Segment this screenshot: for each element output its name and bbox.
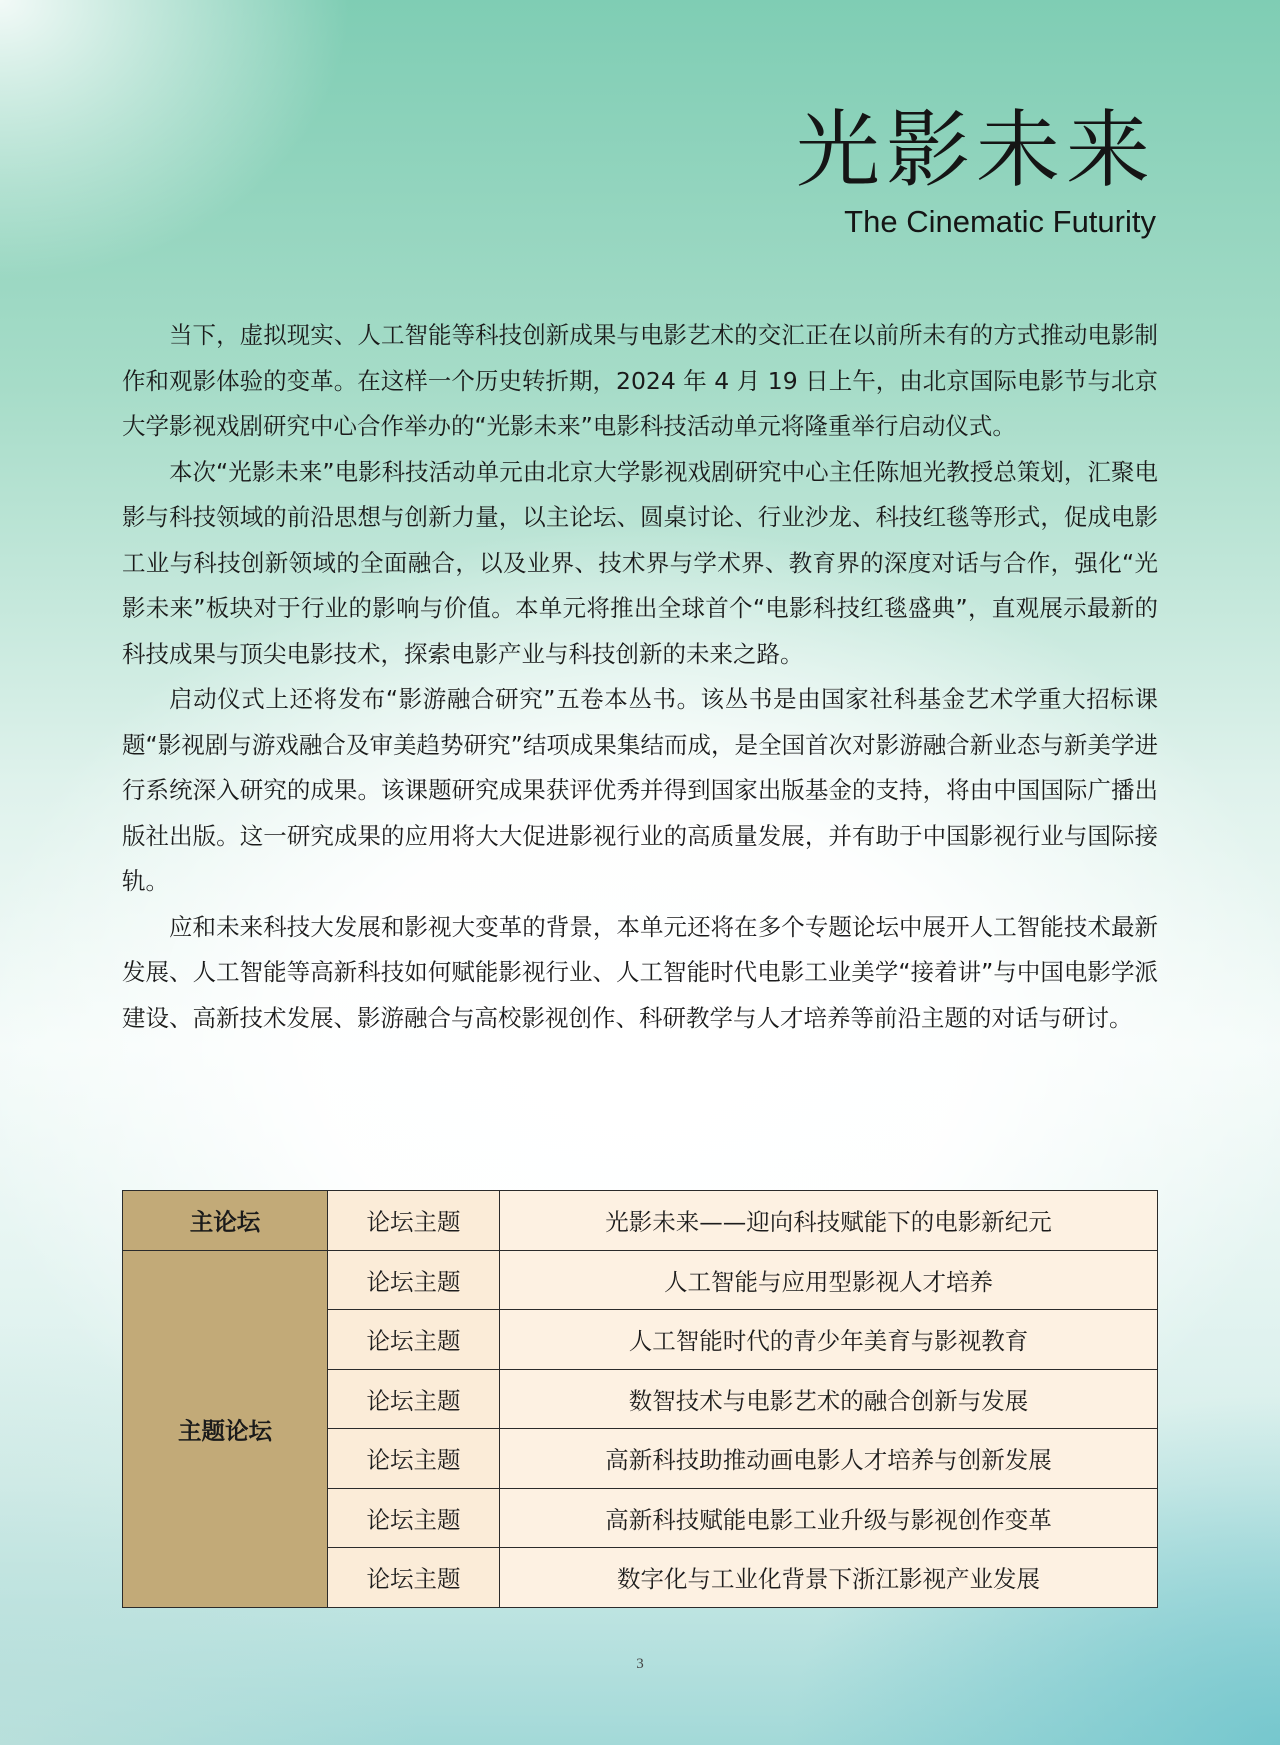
forum-topic-cell: 高新科技助推动画电影人才培养与创新发展 — [500, 1429, 1158, 1489]
paragraph-intro: 当下，虚拟现实、人工智能等科技创新成果与电影艺术的交汇正在以前所未有的方式推动电影制作和观影体验的变革。在这样一个历史转折期，2024 年 4 月 19 日上午，由北京国际电影节与北京大学影视戏剧研究中心合作举办的“光影未来”电影科技活动单元将隆重举行启动仪式。 — [122, 321, 1158, 440]
forum-topic-cell: 人工智能时代的青少年美育与影视教育 — [500, 1310, 1158, 1370]
forum-topic-label-cell: 论坛主题 — [328, 1310, 500, 1370]
forum-topic-cell: 高新科技赋能电影工业升级与影视创作变革 — [500, 1488, 1158, 1548]
page-title: 光影未来 — [795, 101, 1156, 199]
forum-topic-cell: 数字化与工业化背景下浙江影视产业发展 — [500, 1548, 1158, 1608]
forum-schedule-table — [122, 1190, 1158, 1608]
forum-topic-cell: 光影未来——迎向科技赋能下的电影新纪元 — [500, 1191, 1158, 1251]
forum-topic-cell: 人工智能与应用型影视人才培养 — [500, 1250, 1158, 1310]
forum-topic-cell: 数智技术与电影艺术的融合创新与发展 — [500, 1369, 1158, 1429]
forum-topic-label-cell: 论坛主题 — [328, 1250, 500, 1310]
forum-topic-label-cell: 论坛主题 — [328, 1488, 500, 1548]
forum-topic-label-cell: 论坛主题 — [328, 1369, 500, 1429]
table-row — [123, 1191, 1158, 1251]
theme-forum-category-cell: 主题论坛 — [123, 1250, 328, 1607]
paragraph-forums: 应和未来科技大发展和影视大变革的背景，本单元还将在多个专题论坛中展开人工智能技术最新发展、人工智能等高新科技如何赋能影视行业、人工智能时代电影工业美学“接着讲”与中国电影学派建设、高新技术发展、影游融合与高校影视创作、科研教学与人才培养等前沿主题的对话与研讨。 — [122, 912, 1158, 1032]
page-number: 3 — [636, 1656, 644, 1672]
forum-topic-label-cell: 论坛主题 — [328, 1429, 500, 1489]
forum-topic-label-cell: 论坛主题 — [328, 1191, 500, 1251]
paragraph-organization: 本次“光影未来”电影科技活动单元由北京大学影视戏剧研究中心主任陈旭光教授总策划，汇聚电影与科技领域的前沿思想与创新力量，以主论坛、圆桌讨论、行业沙龙、科技红毯等形式，促成电影工业与科技创新领域的全面融合，以及业界、技术界与学术界、教育界的深度对话与合作，强化“光影未来”板块对于行业的影响与价值。本单元将推出全球首个“电影科技红毯盛典”，直观展示最新的科技成果与顶尖电影技术，探索电影产业与科技创新的未来之路。 — [122, 457, 1158, 668]
article-body — [122, 313, 1158, 1041]
paragraph-book-release: 启动仪式上还将发布“影游融合研究”五卷本丛书。该丛书是由国家社科基金艺术学重大招标课题“影视剧与游戏融合及审美趋势研究”结项成果集结而成，是全国首次对影游融合新业态与新美学进行系统深入研究的成果。该课题研究成果获评优秀并得到国家出版基金的支持，将由中国国际广播出版社出版。这一研究成果的应用将大大促进影视行业的高质量发展，并有助于中国影视行业与国际接轨。 — [122, 685, 1158, 895]
forum-topic-label-cell: 论坛主题 — [328, 1548, 500, 1608]
main-forum-category-cell: 主论坛 — [123, 1191, 328, 1251]
page-subtitle-english: The Cinematic Futurity — [844, 204, 1156, 239]
table-row — [123, 1250, 1158, 1310]
